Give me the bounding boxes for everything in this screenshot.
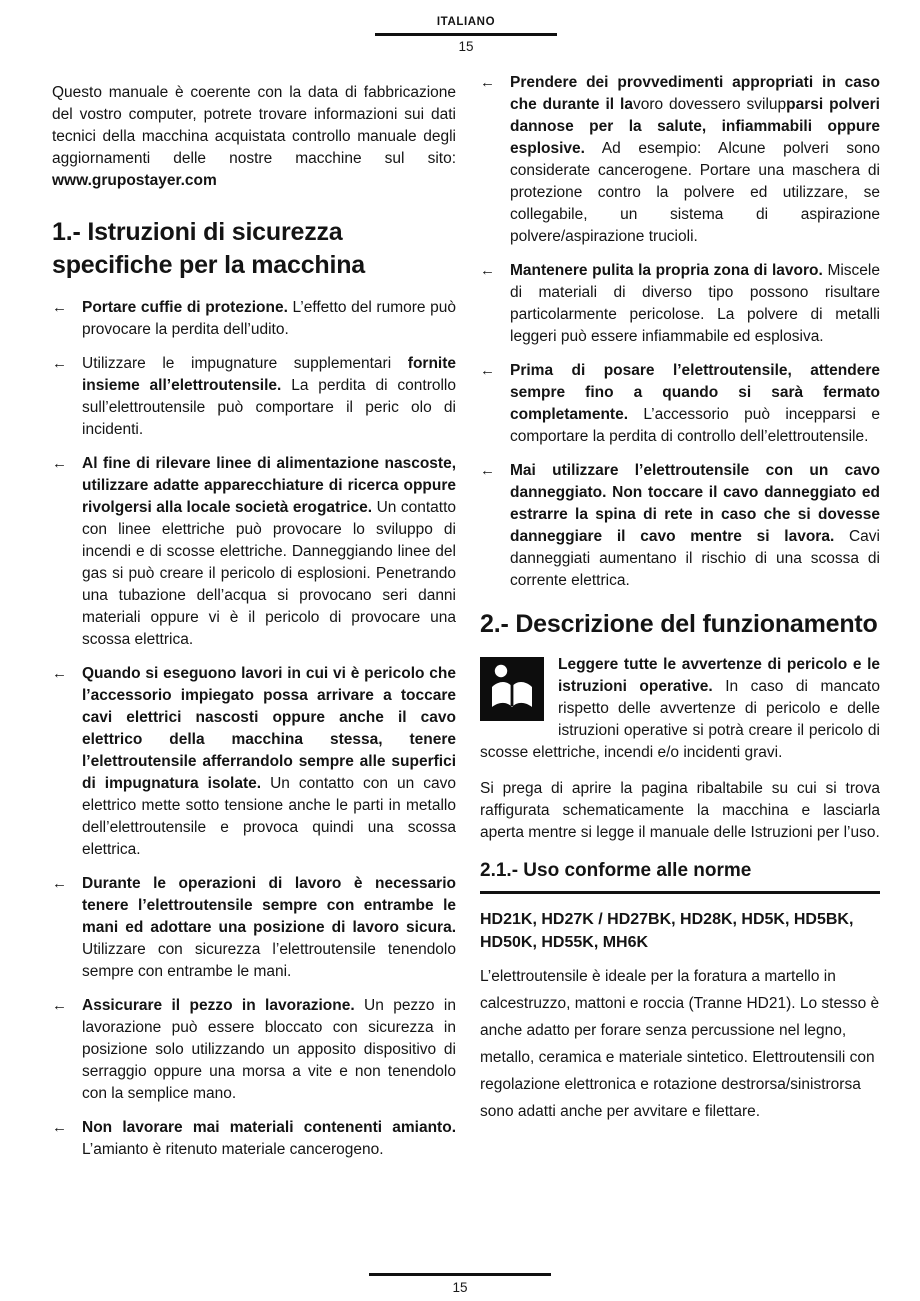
text-segment: Un pezzo in lavorazione può essere bloccato con sicurezza in posizione solo utilizzando un apposito dispositivo di serraggio oppure una morsa a vite e non tenendolo con la semplice mano. <box>82 997 456 1102</box>
text-segment: Durante le operazioni di lavoro è necessario tenere l’elettroutensile sempre con entrambe le mani ed adottare una posizione di lavoro sicura. <box>82 875 456 936</box>
text-segment: Un contatto con linee elettriche può provocare lo sviluppo di incendi e di scosse elettriche. Danneggiando linee del gas si può creare il pericolo di esplosioni. Penetrando una tubazione dell’acqua si provocano seri danni materiali oppure vi è il pericolo di provocare una scossa elettrica. <box>82 499 456 648</box>
text-segment: Utilizzare con sicurezza l’elettroutensile tenendolo sempre con entrambe le mani. <box>82 941 456 980</box>
bullet-item <box>480 72 880 248</box>
safety-bullet-list-continued <box>480 72 880 592</box>
usage-description: L’elettroutensile è ideale per la foratura a martello in calcestruzzo, mattoni e roccia (Tranne HD21). Lo stesso è anche adatto per forare senza percussione nel legno, metallo, ceramica e materiale sintetico. Elettroutensili con regolazione elettronica e rotazione destrorsa/sinistrorsa sono adatti anche per avvitare e filettare. <box>480 968 880 1120</box>
language-label: ITALIANO <box>436 16 496 28</box>
page-footer <box>0 1268 920 1295</box>
arrow-bullet-icon: ← <box>480 74 495 91</box>
bullet-text <box>82 297 456 341</box>
arrow-bullet-icon: ← <box>52 1119 67 1136</box>
read-manual-icon <box>480 657 544 721</box>
page-number-top: 15 <box>458 39 474 54</box>
bullet-item <box>480 360 880 448</box>
text-segment: La perdita di controllo sull’elettroutensile può comportare il peric olo di incidenti. <box>82 377 456 438</box>
bullet-item <box>52 663 456 861</box>
text-segment: L’effetto del rumore può provocare la perdita dell’udito. <box>82 299 456 338</box>
bullet-text <box>510 360 880 448</box>
bullet-text <box>82 663 456 861</box>
arrow-bullet-icon: ← <box>52 455 67 472</box>
arrow-bullet-icon: ← <box>52 875 67 892</box>
bullet-text <box>510 460 880 592</box>
bullet-text <box>82 453 456 651</box>
left-column <box>52 72 456 1173</box>
arrow-bullet-icon: ← <box>52 665 67 682</box>
text-segment: Portare cuffie di protezione. <box>82 299 288 316</box>
section-1-title: 1.- Istruzioni di sicurezza specifiche per la macchina <box>52 218 366 279</box>
safety-bullet-list <box>52 297 456 1161</box>
text-segment: voro dovessero svilup <box>632 96 787 113</box>
arrow-bullet-icon: ← <box>480 362 495 379</box>
bullet-item <box>52 1117 456 1161</box>
text-segment: Utilizzare le impugnature supplementari <box>82 355 408 372</box>
arrow-bullet-icon: ← <box>480 462 495 479</box>
bullet-item <box>52 453 456 651</box>
arrow-bullet-icon: ← <box>52 299 67 316</box>
bullet-item <box>52 873 456 983</box>
page-header <box>52 16 880 54</box>
bullet-item <box>480 260 880 348</box>
right-column <box>480 72 880 1173</box>
intro-paragraph <box>52 82 456 192</box>
two-column-layout <box>52 72 880 1173</box>
bullet-text <box>510 260 880 348</box>
text-segment: Leggere tutte le avvertenze di pericolo e le istruzioni operative. <box>558 656 880 695</box>
text-segment: Al fine di rilevare linee di alimentazione nascoste, utilizzare adatte apparecchiature di ricerca oppure rivolgersi alla locale società erogatrice. <box>82 455 456 516</box>
text-segment: Miscele di materiali di diverso tipo possono risultare particolarmente pericolose. La polvere di metalli leggeri può essere infiammabile ed esplosiva. <box>510 262 880 345</box>
model-list: HD21K, HD27K / HD27BK, HD28K, HD5K, HD5BK, HD50K, HD55K, MH6K <box>480 911 854 951</box>
bullet-item <box>480 460 880 592</box>
open-page-paragraph: Si prega di aprire la pagina ribaltabile su cui si trova raffigurata schematicamente la macchina e lasciarla aperta mentre si legge il manuale delle Istruzioni per l’uso. <box>480 780 880 841</box>
text-segment: Ad esempio: Alcune polveri sono considerate cancerogene. Portare una maschera di protezione contro la polvere ed utilizzare, se collegabile, un sistema di aspirazione polvere/aspirazione trucioli. <box>510 140 880 245</box>
bullet-text <box>82 1117 456 1161</box>
page-number-bottom: 15 <box>452 1280 468 1295</box>
text-segment: Cavi danneggiati aumentano il rischio di una scossa di corrente elettrica. <box>510 528 880 589</box>
bullet-item <box>52 995 456 1105</box>
website-link[interactable]: www.grupostayer.com <box>52 172 217 189</box>
text-segment: Prendere dei provvedimenti appropriati in caso che durante il la <box>510 74 880 113</box>
text-segment: L’accessorio può incepparsi e comportare la perdita di controllo dell’elettroutensile. <box>510 406 880 445</box>
bullet-text <box>82 353 456 441</box>
bullet-text <box>82 995 456 1105</box>
text-segment: L’amianto è ritenuto materiale cancerogeno. <box>82 1141 384 1158</box>
text-segment: parsi polveri dannose per la salute, infiammabili oppure esplosive. <box>510 96 880 157</box>
arrow-bullet-icon: ← <box>52 355 67 372</box>
text-segment: Quando si eseguono lavori in cui vi è pericolo che l’accessorio impiegato possa arrivare a toccare cavi elettrici nascosti oppure anche il cavo elettrico della macchina stessa, tenere l’elettroutensile afferrandolo sempre alle superfici di impugnatura isolate. <box>82 665 456 792</box>
bullet-item <box>52 353 456 441</box>
section-2-title: 2.- Descrizione del funzionamento <box>480 610 878 638</box>
warning-block <box>480 654 880 764</box>
text-segment: Un contatto con un cavo elettrico mette sotto tensione anche le parti in metallo dell’elettroutensile e provoca quindi una scossa elettrica. <box>82 775 457 858</box>
text-segment: Non lavorare mai materiali contenenti amianto. <box>82 1119 456 1136</box>
text-segment: Questo manuale è coerente con la data di fabbricazione del vostro computer, potrete trovare informazioni sui dati tecnici della macchina acquistata controllo manuale degli aggiornamenti delle nostre macchine sul sito: <box>52 84 456 167</box>
footer-rule <box>369 1273 551 1276</box>
text-segment: Assicurare il pezzo in lavorazione. <box>82 997 355 1014</box>
text-segment: Mantenere pulita la propria zona di lavoro. <box>510 262 823 279</box>
text-segment: Prima di posare l’elettroutensile, attendere sempre fino a quando si sarà fermato completamente. <box>510 362 880 423</box>
section-2-1-title: 2.1.- Uso conforme alle norme <box>480 860 880 894</box>
bullet-text <box>510 72 880 248</box>
bullet-item <box>52 297 456 341</box>
arrow-bullet-icon: ← <box>480 262 495 279</box>
text-segment: In caso di mancato rispetto delle avvertenze di pericolo e delle istruzioni operative si potrà creare il pericolo di scosse elettriche, incendi e/o incidenti gravi. <box>480 678 880 761</box>
header-rule <box>375 33 557 36</box>
text-segment: Mai utilizzare l’elettroutensile con un cavo danneggiato. Non toccare il cavo danneggiato ed estrarre la spina di rete in caso che si dovesse danneggiare il cavo mentre si lavora. <box>510 462 880 545</box>
text-segment: fornite insieme all’elettroutensile. <box>82 355 456 394</box>
arrow-bullet-icon: ← <box>52 997 67 1014</box>
bullet-text <box>82 873 456 983</box>
